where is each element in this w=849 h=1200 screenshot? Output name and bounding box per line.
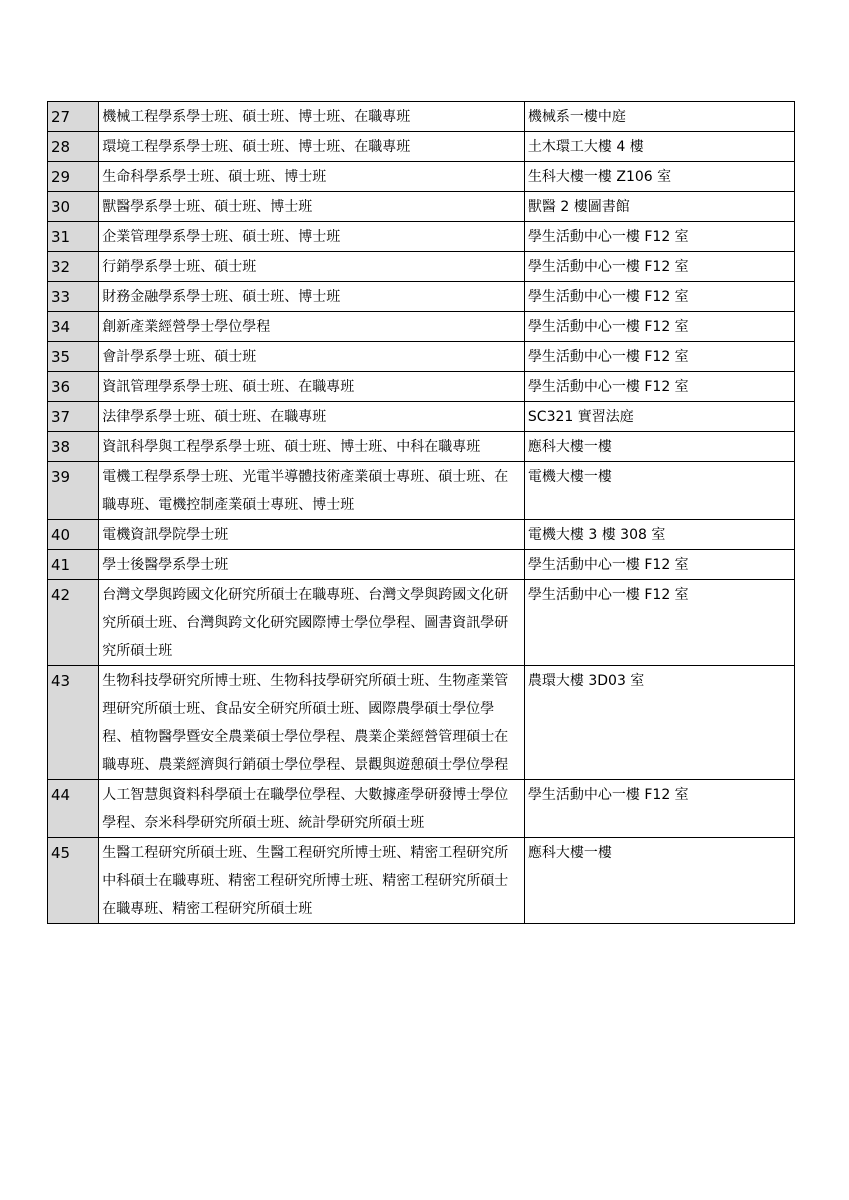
- row-number-cell: 32: [48, 252, 99, 282]
- row-number-cell: 38: [48, 432, 99, 462]
- program-cell: 生醫工程研究所碩士班、生醫工程研究所博士班、精密工程研究所中科碩士在職專班、精密工程研究所博士班、精密工程研究所碩士在職專班、精密工程研究所碩士班: [99, 838, 525, 924]
- table-row: [48, 192, 795, 222]
- row-number-cell: 29: [48, 162, 99, 192]
- row-number-cell: 39: [48, 462, 99, 520]
- table-row: [48, 550, 795, 580]
- table-row: [48, 282, 795, 312]
- program-cell: 電機資訊學院學士班: [99, 520, 525, 550]
- table-row: [48, 102, 795, 132]
- row-number-cell: 45: [48, 838, 99, 924]
- program-cell: 機械工程學系學士班、碩士班、博士班、在職專班: [99, 102, 525, 132]
- location-cell: 應科大樓一樓: [524, 838, 794, 924]
- table-row: [48, 162, 795, 192]
- row-number-cell: 34: [48, 312, 99, 342]
- location-cell: 農環大樓 3D03 室: [524, 666, 794, 780]
- row-number-cell: 33: [48, 282, 99, 312]
- row-number-cell: 28: [48, 132, 99, 162]
- table-row: [48, 402, 795, 432]
- location-cell: 電機大樓一樓: [524, 462, 794, 520]
- program-cell: 電機工程學系學士班、光電半導體技術產業碩士專班、碩士班、在職專班、電機控制產業碩士專班、博士班: [99, 462, 525, 520]
- program-cell: 法律學系學士班、碩士班、在職專班: [99, 402, 525, 432]
- location-cell: 學生活動中心一樓 F12 室: [524, 342, 794, 372]
- program-cell: 環境工程學系學士班、碩士班、博士班、在職專班: [99, 132, 525, 162]
- row-number-cell: 44: [48, 780, 99, 838]
- row-number-cell: 31: [48, 222, 99, 252]
- table-row: [48, 838, 795, 924]
- location-cell: 應科大樓一樓: [524, 432, 794, 462]
- table-row: [48, 372, 795, 402]
- program-cell: 企業管理學系學士班、碩士班、博士班: [99, 222, 525, 252]
- table-row: [48, 580, 795, 666]
- location-cell: 獸醫 2 樓圖書館: [524, 192, 794, 222]
- program-cell: 資訊管理學系學士班、碩士班、在職專班: [99, 372, 525, 402]
- location-cell: 學生活動中心一樓 F12 室: [524, 222, 794, 252]
- table-row: [48, 432, 795, 462]
- row-number-cell: 41: [48, 550, 99, 580]
- program-cell: 學士後醫學系學士班: [99, 550, 525, 580]
- table-row: [48, 462, 795, 520]
- location-cell: 生科大樓一樓 Z106 室: [524, 162, 794, 192]
- location-cell: 學生活動中心一樓 F12 室: [524, 580, 794, 666]
- location-cell: 電機大樓 3 樓 308 室: [524, 520, 794, 550]
- location-cell: SC321 實習法庭: [524, 402, 794, 432]
- row-number-cell: 35: [48, 342, 99, 372]
- table-row: [48, 222, 795, 252]
- program-cell: 生命科學系學士班、碩士班、博士班: [99, 162, 525, 192]
- table-body: [48, 102, 795, 924]
- row-number-cell: 42: [48, 580, 99, 666]
- location-cell: 學生活動中心一樓 F12 室: [524, 550, 794, 580]
- location-cell: 土木環工大樓 4 樓: [524, 132, 794, 162]
- row-number-cell: 27: [48, 102, 99, 132]
- table-row: [48, 780, 795, 838]
- program-cell: 創新產業經營學士學位學程: [99, 312, 525, 342]
- row-number-cell: 37: [48, 402, 99, 432]
- program-cell: 資訊科學與工程學系學士班、碩士班、博士班、中科在職專班: [99, 432, 525, 462]
- program-cell: 會計學系學士班、碩士班: [99, 342, 525, 372]
- location-cell: 學生活動中心一樓 F12 室: [524, 312, 794, 342]
- location-cell: 學生活動中心一樓 F12 室: [524, 282, 794, 312]
- program-cell: 行銷學系學士班、碩士班: [99, 252, 525, 282]
- row-number-cell: 36: [48, 372, 99, 402]
- row-number-cell: 40: [48, 520, 99, 550]
- program-cell: 台灣文學與跨國文化研究所碩士在職專班、台灣文學與跨國文化研究所碩士班、台灣與跨文化研究國際博士學位學程、圖書資訊學研究所碩士班: [99, 580, 525, 666]
- program-cell: 人工智慧與資料科學碩士在職學位學程、大數據產學研發博士學位學程、奈米科學研究所碩士班、統計學研究所碩士班: [99, 780, 525, 838]
- table-row: [48, 312, 795, 342]
- row-number-cell: 43: [48, 666, 99, 780]
- table-row: [48, 252, 795, 282]
- location-cell: 學生活動中心一樓 F12 室: [524, 252, 794, 282]
- row-number-cell: 30: [48, 192, 99, 222]
- table-row: [48, 132, 795, 162]
- table-row: [48, 666, 795, 780]
- program-location-table: [47, 101, 795, 924]
- program-cell: 生物科技學研究所博士班、生物科技學研究所碩士班、生物產業管理研究所碩士班、食品安全研究所碩士班、國際農學碩士學位學程、植物醫學暨安全農業碩士學位學程、農業企業經營管理碩士在職專班、農業經濟與行銷碩士學位學程、景觀與遊憩碩士學位學程: [99, 666, 525, 780]
- program-cell: 財務金融學系學士班、碩士班、博士班: [99, 282, 525, 312]
- location-cell: 機械系一樓中庭: [524, 102, 794, 132]
- table-row: [48, 520, 795, 550]
- location-cell: 學生活動中心一樓 F12 室: [524, 780, 794, 838]
- table-row: [48, 342, 795, 372]
- location-cell: 學生活動中心一樓 F12 室: [524, 372, 794, 402]
- program-cell: 獸醫學系學士班、碩士班、博士班: [99, 192, 525, 222]
